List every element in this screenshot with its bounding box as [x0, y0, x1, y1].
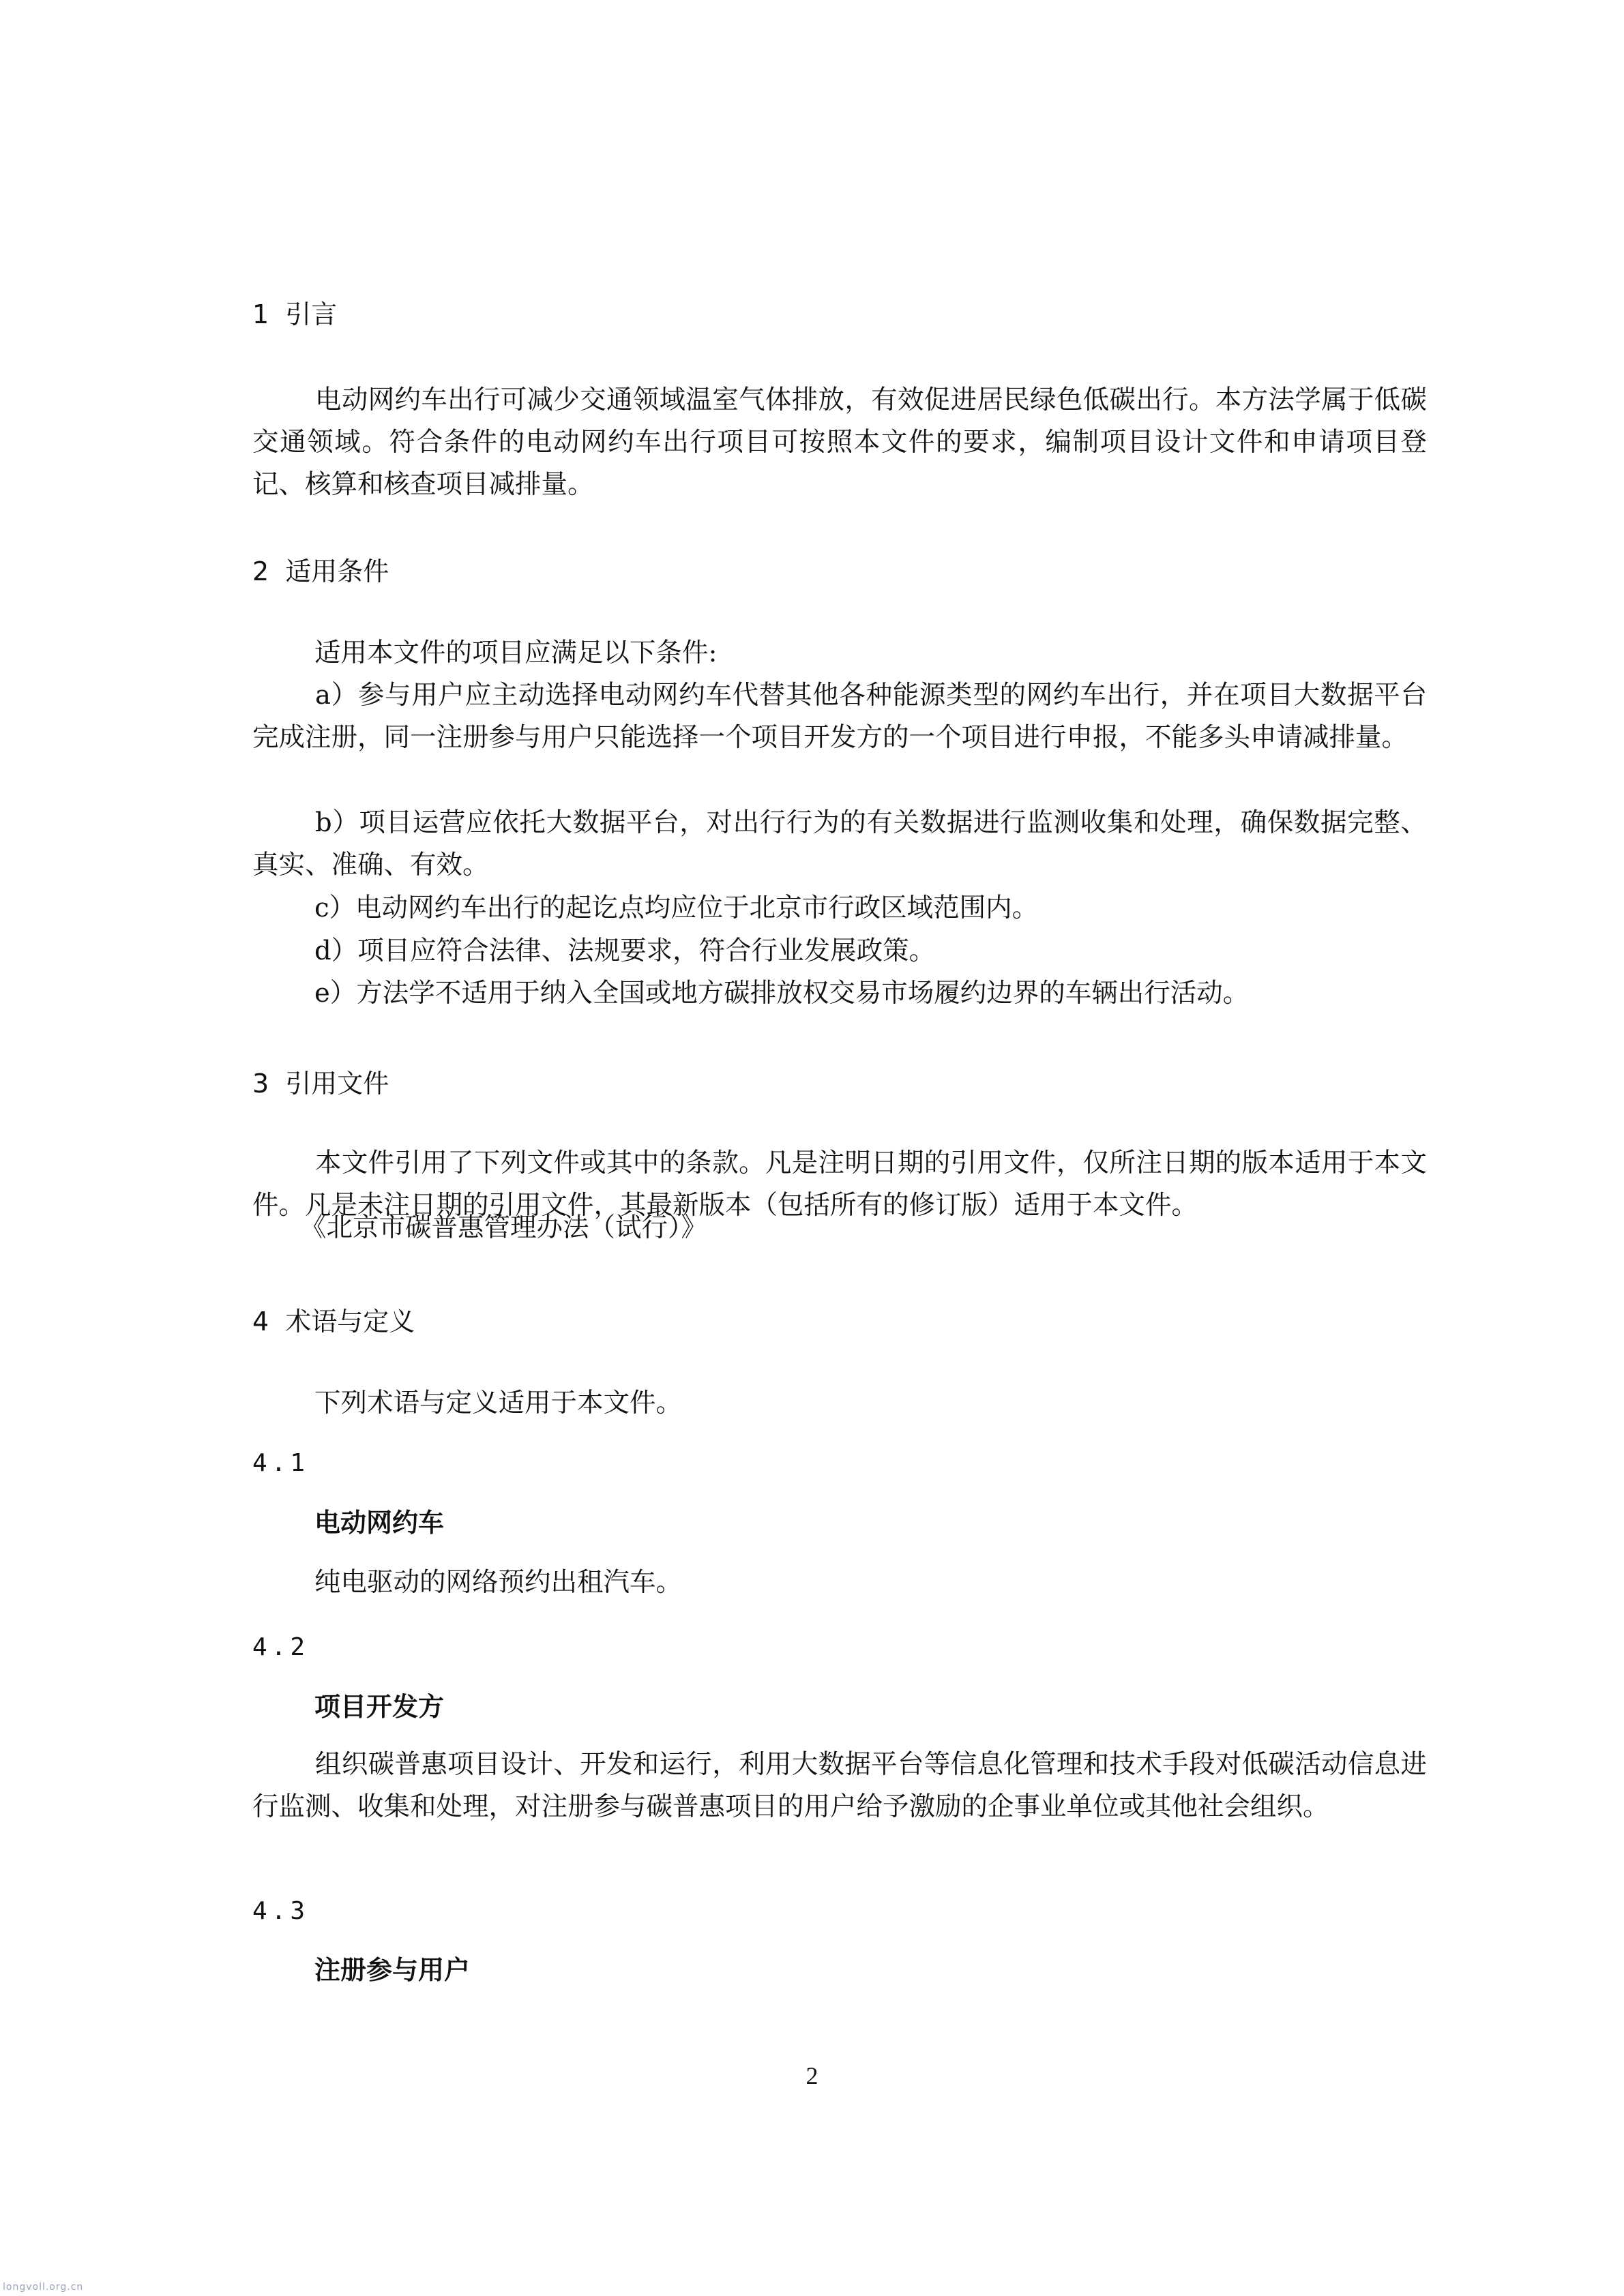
- section-number: 2: [252, 556, 269, 586]
- section-heading-4: [252, 1306, 415, 1337]
- term-number: 4.1: [252, 1449, 310, 1477]
- section-number: 4: [252, 1307, 269, 1337]
- condition-item-b: b）项目运营应依托大数据平台，对出行行为的有关数据进行监测收集和处理，确保数据完整、真实、准确、有效。: [252, 807, 1427, 880]
- page-number: 2: [806, 2062, 818, 2089]
- watermark-text: longvoll.org.cn: [3, 2282, 84, 2293]
- section-heading-3: [252, 1068, 389, 1099]
- section-4-intro: 下列术语与定义适用于本文件。: [314, 1388, 683, 1418]
- section-2-intro: 适用本文件的项目应满足以下条件:: [314, 638, 718, 668]
- term-definition: 纯电驱动的网络预约出租汽车。: [314, 1567, 683, 1598]
- section-1-paragraph: 电动网约车出行可减少交通领域温室气体排放，有效促进居民绿色低碳出行。本方法学属于低碳交通领域。符合条件的电动网约车出行项目可按照本文件的要求，编制项目设计文件和申请项目登记、核算和核查项目减排量。: [252, 385, 1427, 500]
- condition-item-d: d）项目应符合法律、法规要求，符合行业发展政策。: [314, 936, 936, 966]
- condition-item-e: e）方法学不适用于纳入全国或地方碳排放权交易市场履约边界的车辆出行活动。: [314, 978, 1250, 1009]
- term-definition: 组织碳普惠项目设计、开发和运行，利用大数据平台等信息化管理和技术手段对低碳活动信息进行监测、收集和处理，对注册参与碳普惠项目的用户给予激励的企事业单位或其他社会组织。: [252, 1749, 1427, 1822]
- condition-item-c: c）电动网约车出行的起讫点均应位于北京市行政区域范围内。: [314, 893, 1039, 923]
- section-number: 1: [252, 299, 269, 329]
- section-title: 引言: [285, 299, 338, 329]
- section-heading-2: [252, 556, 389, 587]
- term-number: 4.2: [252, 1633, 310, 1661]
- section-number: 3: [252, 1069, 269, 1099]
- section-title: 引用文件: [285, 1069, 389, 1099]
- condition-item-a: a）参与用户应主动选择电动网约车代替其他各种能源类型的网约车出行，并在项目大数据平台完成注册，同一注册参与用户只能选择一个项目开发方的一个项目进行申报，不能多头申请减排量。: [252, 680, 1427, 753]
- term-name: 项目开发方: [314, 1692, 445, 1722]
- section-title: 适用条件: [285, 556, 389, 586]
- term-name: 电动网约车: [314, 1508, 445, 1538]
- section-title: 术语与定义: [285, 1307, 415, 1337]
- section-heading-1: [252, 299, 337, 330]
- reference-document: 《北京市碳普惠管理办法（试行）》: [300, 1212, 707, 1243]
- section-3-paragraph: 本文件引用了下列文件或其中的条款。凡是注明日期的引用文件，仅所注日期的版本适用于本文件。凡是未注日期的引用文件，其最新版本（包括所有的修订版）适用于本文件。: [252, 1148, 1427, 1221]
- term-number: 4.3: [252, 1897, 310, 1925]
- term-name: 注册参与用户: [314, 1955, 471, 1985]
